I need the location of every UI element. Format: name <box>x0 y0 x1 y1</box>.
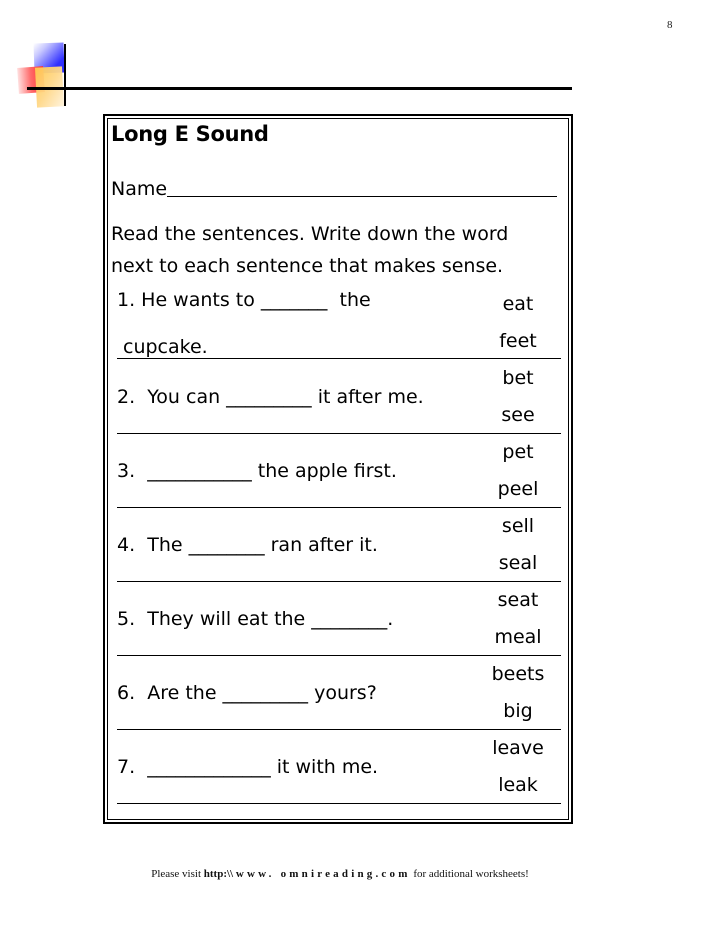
logo-vertical-line <box>64 44 66 106</box>
question-3: 3. ___________ the apple first. <box>117 460 397 482</box>
answer-line-1[interactable] <box>117 358 561 359</box>
worksheet-title: Long E Sound <box>111 122 269 146</box>
question-4-option-2: seal <box>498 552 538 574</box>
question-5-option-1: seat <box>497 589 539 611</box>
footer-prefix: Please visit <box>151 868 204 880</box>
instructions-line-2: next to each sentence that makes sense. <box>111 255 504 277</box>
question-6-option-2: big <box>503 700 533 722</box>
name-label: Name <box>111 178 168 200</box>
question-6: 6. Are the _________ yours? <box>117 682 377 704</box>
question-7-option-2: leak <box>498 774 538 796</box>
footer-link-prefix[interactable]: http:\\ <box>203 868 236 880</box>
question-5-option-2: meal <box>494 626 542 648</box>
name-field[interactable] <box>111 174 557 200</box>
question-6-option-1: beets <box>491 663 545 685</box>
footer-suffix: for additional worksheets! <box>410 868 529 880</box>
question-7-option-1: leave <box>492 737 544 759</box>
answer-line-6[interactable] <box>117 729 561 730</box>
answer-line-2[interactable] <box>117 433 561 434</box>
question-5: 5. They will eat the ________. <box>117 608 394 630</box>
logo-icon <box>18 42 93 108</box>
question-2: 2. You can _________ it after me. <box>117 386 424 408</box>
question-4: 4. The ________ ran after it. <box>117 534 378 556</box>
answer-line-7[interactable] <box>117 803 561 804</box>
header-rule <box>27 87 572 90</box>
footer-link-domain[interactable]: www. omnireading.com <box>235 868 411 880</box>
question-2-option-2: see <box>501 404 535 426</box>
question-1-line-1: 1. He wants to _______ the <box>117 289 371 311</box>
question-3-option-2: peel <box>497 478 539 500</box>
question-1-line-2: cupcake. <box>123 336 208 358</box>
question-4-option-1: sell <box>501 515 535 537</box>
question-2-option-1: bet <box>502 367 534 389</box>
answer-line-3[interactable] <box>117 507 561 508</box>
question-1-option-1: eat <box>502 293 534 315</box>
instructions <box>111 218 561 282</box>
name-input-line[interactable] <box>167 176 557 197</box>
question-1-option-2: feet <box>499 330 537 352</box>
answer-line-4[interactable] <box>117 581 561 582</box>
instructions-line-1: Read the sentences. Write down the word <box>111 223 509 245</box>
question-3-option-1: pet <box>502 441 534 463</box>
answer-line-5[interactable] <box>117 655 561 656</box>
footer <box>0 868 680 880</box>
page-number: 8 <box>667 19 673 31</box>
question-7: 7. _____________ it with me. <box>117 756 379 778</box>
